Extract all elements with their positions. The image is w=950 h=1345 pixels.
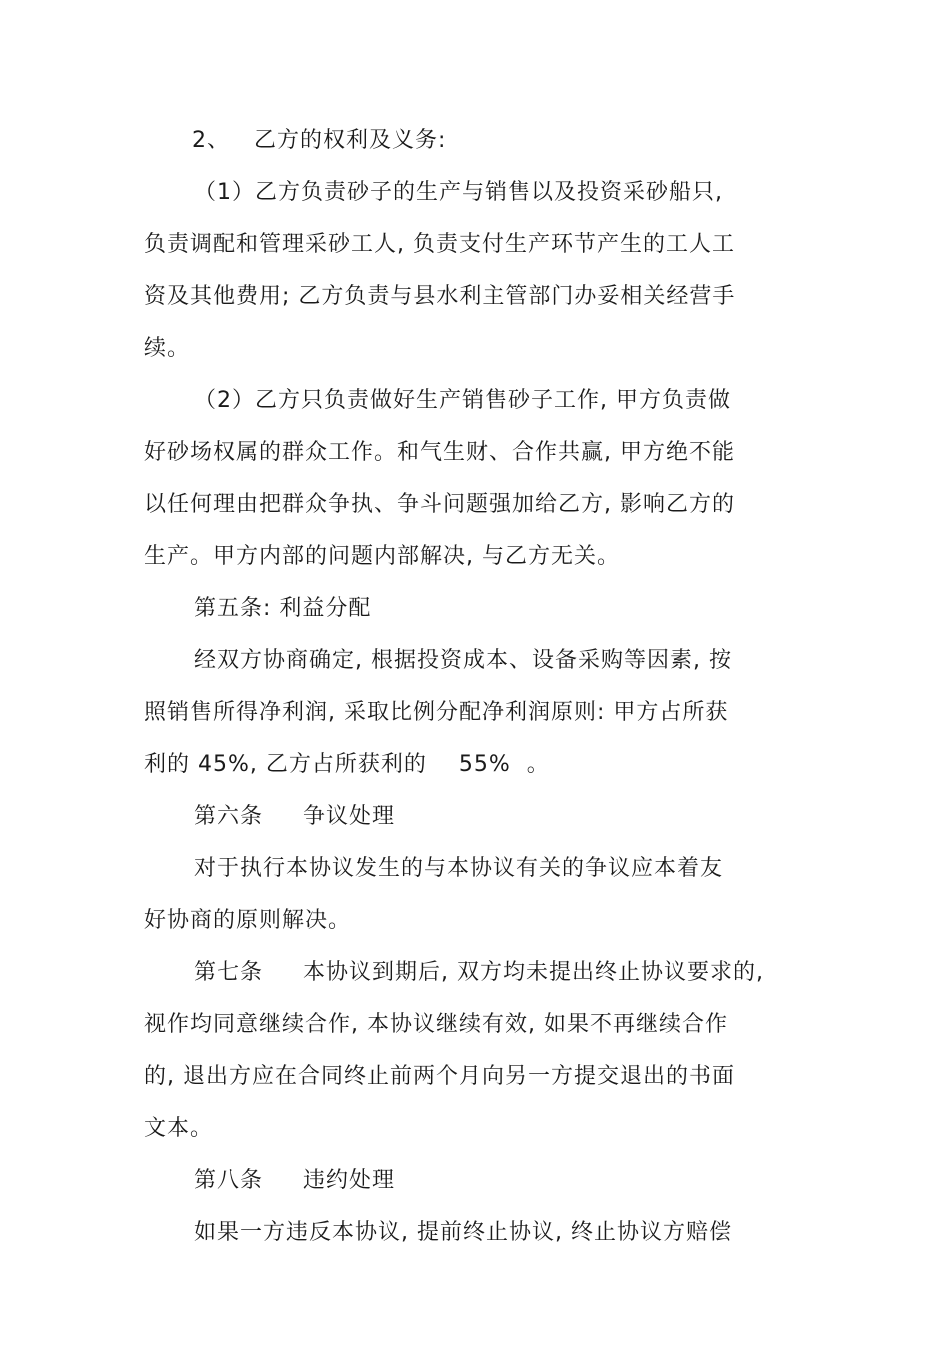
paragraph-line: 的, 退出方应在合同终止前两个月向另一方提交退出的书面: [144, 1064, 735, 1089]
paragraph-line: 生产。甲方内部的问题内部解决, 与乙方无关。: [144, 544, 620, 569]
paragraph-line: 对于执行本协议发生的与本协议有关的争议应本着友: [194, 856, 724, 881]
article-heading-5: 第五条: 利益分配: [194, 596, 372, 621]
section-heading-2: 2、 乙方的权利及义务:: [192, 128, 447, 153]
paragraph-line: 利的 45%, 乙方占所获利的 55% 。: [144, 752, 550, 777]
article-heading-6: 第六条 争议处理: [194, 804, 395, 829]
article-heading-8: 第八条 违约处理: [194, 1168, 395, 1193]
paragraph-line: 如果一方违反本协议, 提前终止协议, 终止协议方赔偿: [194, 1220, 732, 1245]
paragraph-line: （2）乙方只负责做好生产销售砂子工作, 甲方负责做: [194, 388, 731, 413]
paragraph-line: 续。: [144, 336, 191, 361]
paragraph-line: 文本。: [144, 1116, 214, 1141]
paragraph-line: 好砂场权属的群众工作。和气生财、合作共赢, 甲方绝不能: [144, 440, 735, 465]
paragraph-line: 视作均同意继续合作, 本协议继续有效, 如果不再继续合作: [144, 1012, 728, 1037]
paragraph-line: 资及其他费用; 乙方负责与县水利主管部门办妥相关经营手: [144, 284, 736, 309]
paragraph-line: 照销售所得净利润, 采取比例分配净利润原则: 甲方占所获: [144, 700, 729, 725]
paragraph-line: 以任何理由把群众争执、争斗问题强加给乙方, 影响乙方的: [144, 492, 735, 517]
paragraph-line: 经双方协商确定, 根据投资成本、设备采购等因素, 按: [194, 648, 732, 673]
article-heading-7: 第七条 本协议到期后, 双方均未提出终止协议要求的,: [194, 960, 764, 985]
paragraph-line: （1）乙方负责砂子的生产与销售以及投资采砂船只,: [194, 180, 723, 205]
paragraph-line: 负责调配和管理采砂工人, 负责支付生产环节产生的工人工: [144, 232, 735, 257]
paragraph-line: 好协商的原则解决。: [144, 908, 352, 933]
